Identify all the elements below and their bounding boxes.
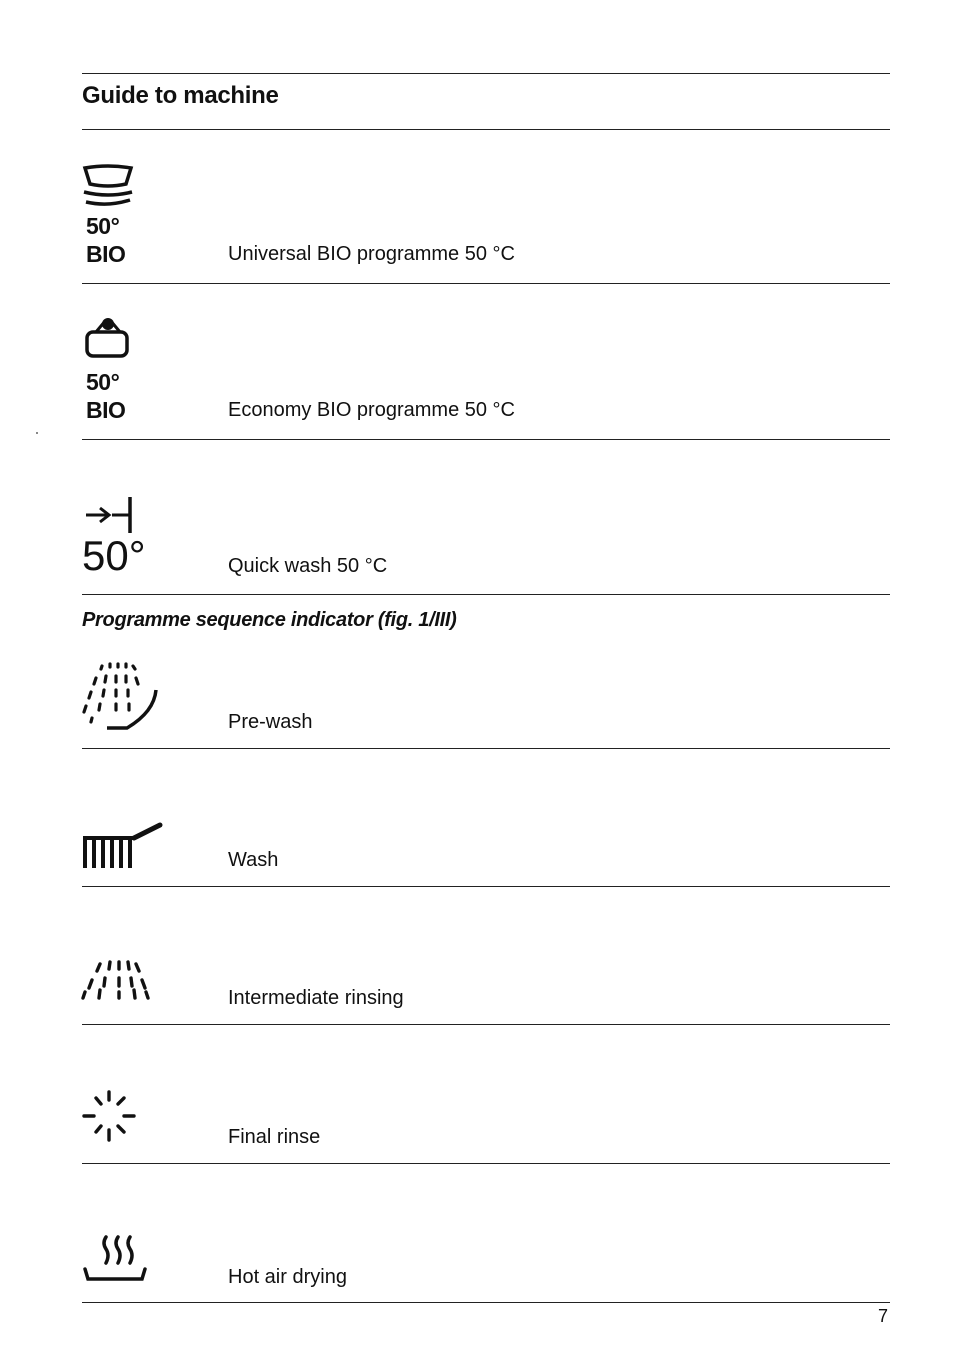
divider bbox=[82, 886, 890, 887]
sequence-description: Final rinse bbox=[228, 1126, 321, 1148]
final-rinse-icon bbox=[80, 1088, 140, 1144]
temp-label: BIO bbox=[86, 397, 126, 423]
sequence-description: Pre-wash bbox=[228, 711, 313, 733]
sequence-description: Hot air drying bbox=[228, 1266, 347, 1288]
divider bbox=[82, 594, 890, 595]
sequence-description: Intermediate rinsing bbox=[228, 987, 404, 1009]
economy-bio-icon bbox=[84, 312, 132, 360]
programme-description: Quick wash 50 °C bbox=[228, 555, 388, 577]
dust-speck bbox=[36, 432, 38, 434]
intermediate-rinsing-icon bbox=[80, 956, 152, 1002]
divider bbox=[82, 439, 890, 440]
hot-air-drying-icon bbox=[80, 1233, 152, 1283]
page-number: 7 bbox=[878, 1306, 889, 1326]
top-rule bbox=[82, 73, 890, 74]
programme-description: Economy BIO programme 50 °C bbox=[228, 399, 515, 421]
wash-icon bbox=[80, 820, 164, 870]
title-rule bbox=[82, 129, 890, 130]
sequence-description: Wash bbox=[228, 849, 279, 871]
page-title: Guide to machine bbox=[82, 82, 279, 109]
section-heading: Programme sequence indicator (fig. 1/III) bbox=[82, 609, 457, 631]
programme-temperature bbox=[86, 212, 125, 268]
programme-temperature: 50° bbox=[82, 532, 146, 579]
divider bbox=[82, 1163, 890, 1164]
bottom-rule bbox=[82, 1302, 890, 1303]
programme-temperature bbox=[86, 368, 125, 424]
divider bbox=[82, 1024, 890, 1025]
temp-value: 50° bbox=[86, 369, 120, 395]
divider bbox=[82, 283, 890, 284]
temp-value: 50° bbox=[86, 213, 120, 239]
quick-wash-icon bbox=[84, 493, 140, 535]
temp-label: BIO bbox=[86, 241, 126, 267]
pre-wash-icon bbox=[80, 660, 160, 732]
divider bbox=[82, 748, 890, 749]
programme-description: Universal BIO programme 50 °C bbox=[228, 243, 515, 265]
universal-bio-icon bbox=[82, 162, 134, 208]
